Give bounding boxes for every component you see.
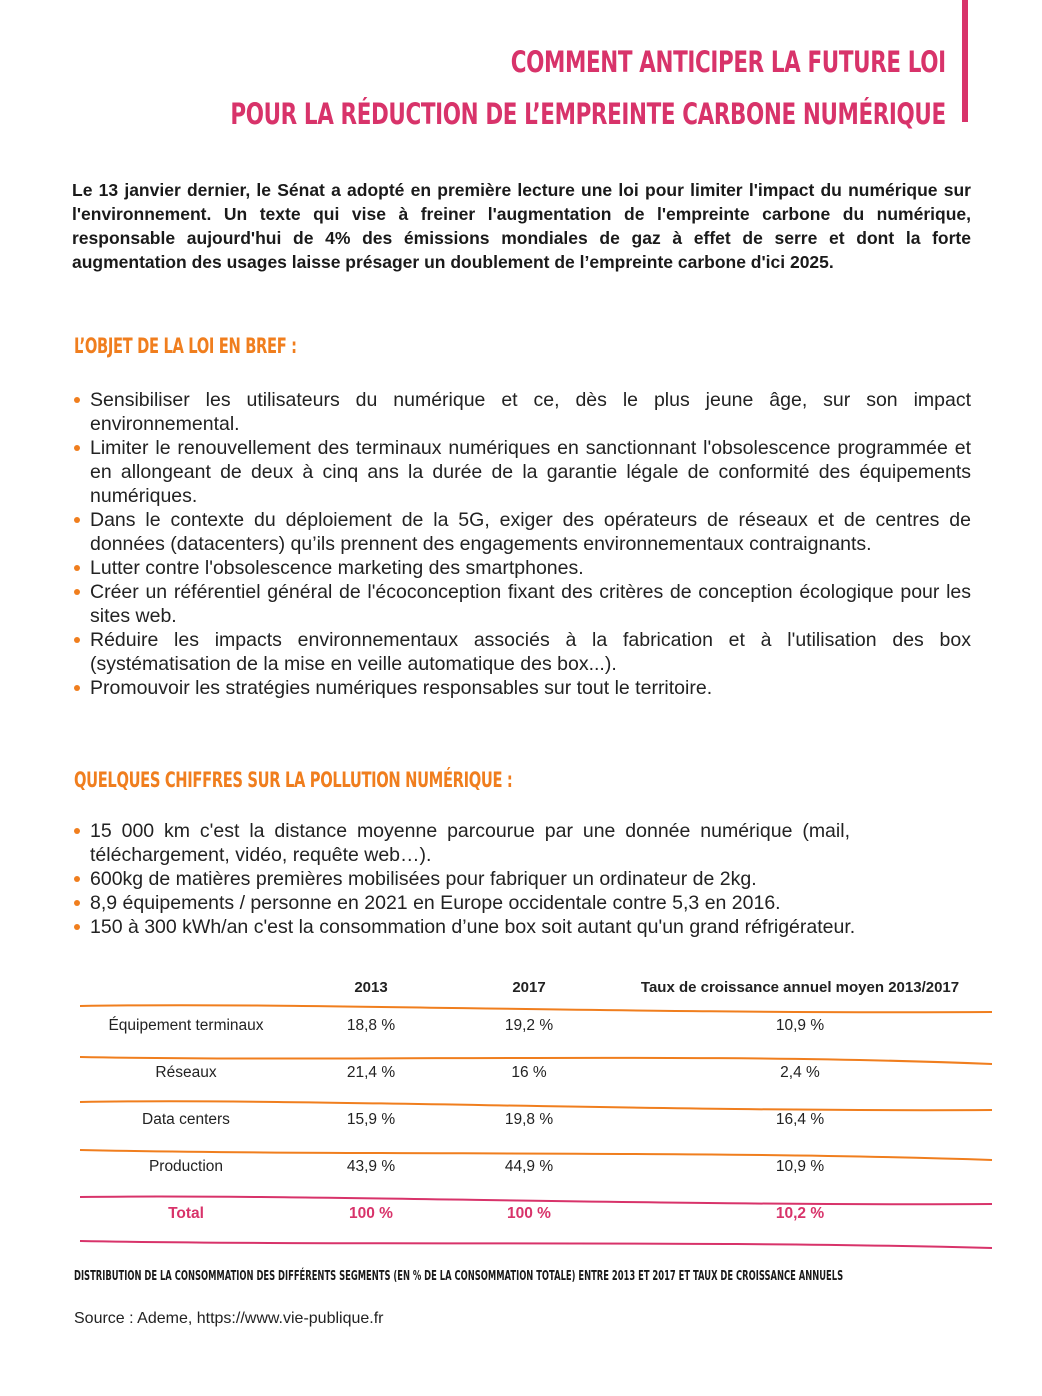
table-cell: 15,9 %: [346, 1110, 396, 1128]
objet-list: [74, 388, 971, 700]
table-row: [80, 1049, 992, 1096]
table-header-cell: 2017: [512, 978, 546, 996]
list-item: [74, 580, 971, 628]
list-item-text: Limiter le renouvellement des terminaux numériques en sanctionnant l'obsolescence programmée et en allongeant de deux à cinq ans la durée de la garantie légale de conformité des équipements numériques.: [90, 437, 971, 507]
list-item: [74, 819, 974, 867]
bullet-icon: [74, 900, 80, 906]
source-note: Source : Ademe, https://www.vie-publique.fr: [74, 1310, 384, 1327]
table-cell: 100 %: [349, 1204, 393, 1222]
table-row: [80, 1096, 992, 1143]
table-cell: 16 %: [511, 1063, 547, 1081]
bullet-icon: [74, 397, 80, 403]
table-row: [80, 1143, 992, 1190]
table-cell: 44,9 %: [504, 1157, 554, 1175]
table-cell: 100 %: [507, 1204, 551, 1222]
table-cell: Data centers: [142, 1110, 230, 1128]
bullet-icon: [74, 637, 80, 643]
list-item: [74, 436, 971, 508]
list-item: [74, 556, 971, 580]
table-cell: 2,4 %: [780, 1063, 820, 1081]
table-cell: Équipement terminaux: [108, 1016, 264, 1034]
table-cell: 10,2 %: [775, 1204, 825, 1222]
list-item-text: Réduire les impacts environnementaux associés à la fabrication et à l'utilisation des box (systématisation de la mise en veille automatique des box...).: [90, 629, 971, 675]
list-item-text: Dans le contexte du déploiement de la 5G, exiger des opérateurs de réseaux et de centres de données (datacenters) qu’ils prennent des engagements environnementaux contraignants.: [90, 509, 971, 555]
table-cell: 10,9 %: [775, 1016, 825, 1034]
list-item: [74, 508, 971, 556]
table-cell: 18,8 %: [346, 1016, 396, 1034]
table-total-row: [80, 1190, 992, 1237]
table-cell: Total: [168, 1204, 204, 1222]
list-item-text: Lutter contre l'obsolescence marketing des smartphones.: [90, 557, 584, 579]
page-title: [0, 36, 946, 140]
page-title-line-2: POUR LA RÉDUCTION DE L’EMPREINTE CARBONE NUMÉRIQUE: [230, 97, 946, 131]
table-header-cell: Taux de croissance annuel moyen 2013/2017: [640, 978, 960, 996]
list-item-text: 150 à 300 kWh/an c'est la consommation d’une box soit autant qu'un grand réfrigérateur.: [90, 916, 856, 938]
table-row: [80, 1002, 992, 1049]
table-rule: [80, 1241, 992, 1248]
bullet-icon: [74, 445, 80, 451]
table-cell: 19,8 %: [504, 1110, 554, 1128]
list-item-text: 15 000 km c'est la distance moyenne parcourue par une donnée numérique (mail, téléchargement, vidéo, requête web…).: [90, 820, 850, 866]
table-cell: 21,4 %: [346, 1063, 396, 1081]
table-cell: 19,2 %: [504, 1016, 554, 1034]
bullet-icon: [74, 589, 80, 595]
chiffres-list: [74, 819, 974, 939]
list-item-text: 600kg de matières premières mobilisées pour fabriquer un ordinateur de 2kg.: [90, 868, 757, 890]
table-header-cell: 2013: [354, 978, 388, 996]
list-item: [74, 676, 971, 700]
list-item: [74, 915, 974, 939]
list-item-text: Promouvoir les stratégies numériques responsables sur tout le territoire.: [90, 677, 713, 699]
list-item: [74, 867, 974, 891]
table-header-row: [80, 972, 992, 1002]
bullet-icon: [74, 876, 80, 882]
bullet-icon: [74, 517, 80, 523]
objet-heading: L’OBJET DE LA LOI EN BREF :: [74, 334, 297, 358]
chiffres-heading: QUELQUES CHIFFRES SUR LA POLLUTION NUMÉRIQUE :: [74, 768, 513, 792]
table-cell: Production: [148, 1157, 224, 1175]
table-cell: 43,9 %: [346, 1157, 396, 1175]
consumption-table: [80, 972, 992, 1237]
table-header-cell: [80, 972, 292, 1002]
table-cell: 16,4 %: [775, 1110, 825, 1128]
table-cell: 10,9 %: [775, 1157, 825, 1175]
list-item-text: 8,9 équipements / personne en 2021 en Europe occidentale contre 5,3 en 2016.: [90, 892, 781, 914]
bullet-icon: [74, 924, 80, 930]
list-item-text: Sensibiliser les utilisateurs du numérique et ce, dès le plus jeune âge, sur son impact environnemental.: [90, 389, 971, 435]
list-item: [74, 388, 971, 436]
list-item: [74, 628, 971, 676]
page-title-line-1: COMMENT ANTICIPER LA FUTURE LOI: [511, 45, 946, 79]
table-caption: DISTRIBUTION DE LA CONSOMMATION DES DIFFÉRENTS SEGMENTS (EN % DE LA CONSOMMATION TOTALE) ENTRE 2013 ET 2017 ET TAUX DE CROISSANCE ANNUELS: [74, 1268, 844, 1284]
list-item-text: Créer un référentiel général de l'écoconception fixant des critères de conception écologique pour les sites web.: [90, 581, 971, 627]
intro-paragraph: Le 13 janvier dernier, le Sénat a adopté en première lecture une loi pour limiter l'impact du numérique sur l'environnement. Un texte qui vise à freiner l'augmentation de l'empreinte carbone du numérique, responsable aujourd'hui de 4% des émissions mondiales de gaz à effet de serre et dont la forte augmentation des usages laisse présager un doublement de l’empreinte carbone d'ici 2025.: [72, 180, 971, 272]
title-accent-bar: [962, 0, 968, 122]
bullet-icon: [74, 685, 80, 691]
bullet-icon: [74, 828, 80, 834]
bullet-icon: [74, 565, 80, 571]
table-cell: Réseaux: [155, 1063, 217, 1081]
list-item: [74, 891, 974, 915]
